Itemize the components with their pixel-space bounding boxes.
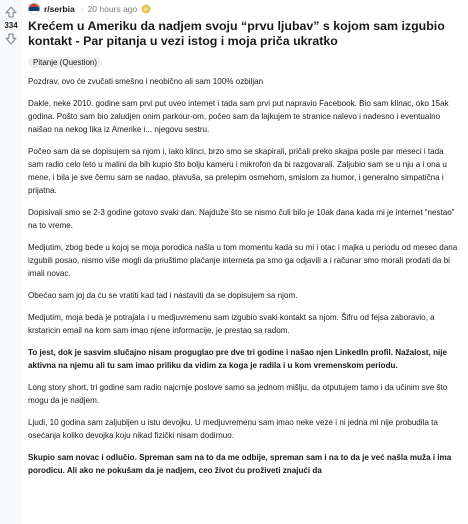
- meta-separator: ·: [80, 4, 84, 14]
- post-paragraph: Long story short, tri godine sam radio najcrnje poslove samo sa jednom mišlju, da otputujem tamo i da učinim sve što mogu da je nadjem.: [28, 383, 448, 405]
- post-body: [28, 75, 458, 477]
- post-paragraph: Medjutim, moja beda je potrajala i u medjuvremenu sam izgubio svaki kontakt sa njom. Šifru od fejsa zaboravio, a krstaricin email na kom sam imao njene informacije, je prestao sa radom.: [28, 313, 435, 335]
- vote-count: 334: [4, 21, 18, 30]
- post-paragraph: Dopisivali smo se 2-3 godine gotovo svaki dan. Najduže što se nismo čuli bilo je 10ak dana kada mi je internet “nestao” na to vreme.: [28, 208, 455, 230]
- vote-column: [0, 0, 22, 524]
- post-meta: [28, 1, 458, 17]
- post-paragraph: Ljudi, 10 godina sam zaljubljen u istu devojku. U medjuvremenu sam imao neke veze i ni jedna mi nije probudila ta osećanja koliko devojka koju nikad fizički nisam dodirnuo.: [28, 418, 438, 440]
- arrow-up-icon[interactable]: [4, 5, 18, 19]
- post-paragraph-bold: To jest, dok je sasvim slučajno nisam proguglao pre dve tri godine i našao njen LinkedIn profil. Nažalost, nije aktivna na njemu ali tu sam imao priliku da vidim za koga je radila i u kom vremenskom periodu.: [28, 348, 448, 370]
- post: [28, 0, 458, 486]
- subreddit-link[interactable]: r/serbia: [44, 4, 75, 14]
- serbia-flag-icon[interactable]: [28, 3, 40, 15]
- post-paragraph-bold: Skupio sam novac i odlučio. Spreman sam na to da me odbije, spreman sam i na to da je već našla muža i ima porodicu. Ali ako ne pokušam da je nadjem, ceo život ću proživeti znajući da: [28, 453, 452, 475]
- post-paragraph: Medjutim, zbog bede u kojoj se moja porodica našla u tom momentu kada su mi i otac i majka u periodu od mesec dana izgubili posao, nismo više mogli da priuštimo plaćanje interneta pa smo ga odjavili a i računar smo morali prodati da bi imali novac.: [28, 243, 458, 278]
- post-flair[interactable]: Pitanje (Question): [28, 57, 102, 68]
- post-paragraph: Dakle, neke 2010. godine sam prvi put uveo internet i tada sam prvi put napravio Facebook. Bio sam klinac, oko 15ak godina. Pošto sam bio zaludjen onim parkour-om, počeo sam da lajkujem te stranice nalevo i nadesno i eventualno naišao na nekog lika iz Amerike i... njegovu sestru.: [28, 99, 449, 134]
- award-icon[interactable]: [141, 4, 151, 14]
- post-paragraph: Obećao sam joj da ću se vratiti kad tad i nastaviti da se dopisujem sa njom.: [28, 291, 298, 300]
- post-time: 20 hours ago: [87, 4, 138, 14]
- post-paragraph: Pozdrav, ovo će zvučati smešno i neobično ali sam 100% ozbiljan: [28, 77, 264, 86]
- post-paragraph: Počeo sam da se dopisujem sa njom i, iako klinci, brzo smo se skapirali, pričali preko skajpa posle par meseci i tada sam radio celo leto u malini da bih kupio što bolju kameru i mikrofon da bi razgovarali. Zaljubio sam se u nju a i ona u mene, i bila je sve čemu sam se nadao, plavuša, sa prelepim osmehom, smislom za humor, i generalno simpatična i prijatna.: [28, 147, 447, 195]
- arrow-down-icon[interactable]: [4, 32, 18, 46]
- post-title[interactable]: Krećem u Ameriku da nadjem svoju “prvu ljubav” s kojom sam izgubio kontakt - Par pitanja u vezi istog i moja priča ukratko: [28, 19, 445, 48]
